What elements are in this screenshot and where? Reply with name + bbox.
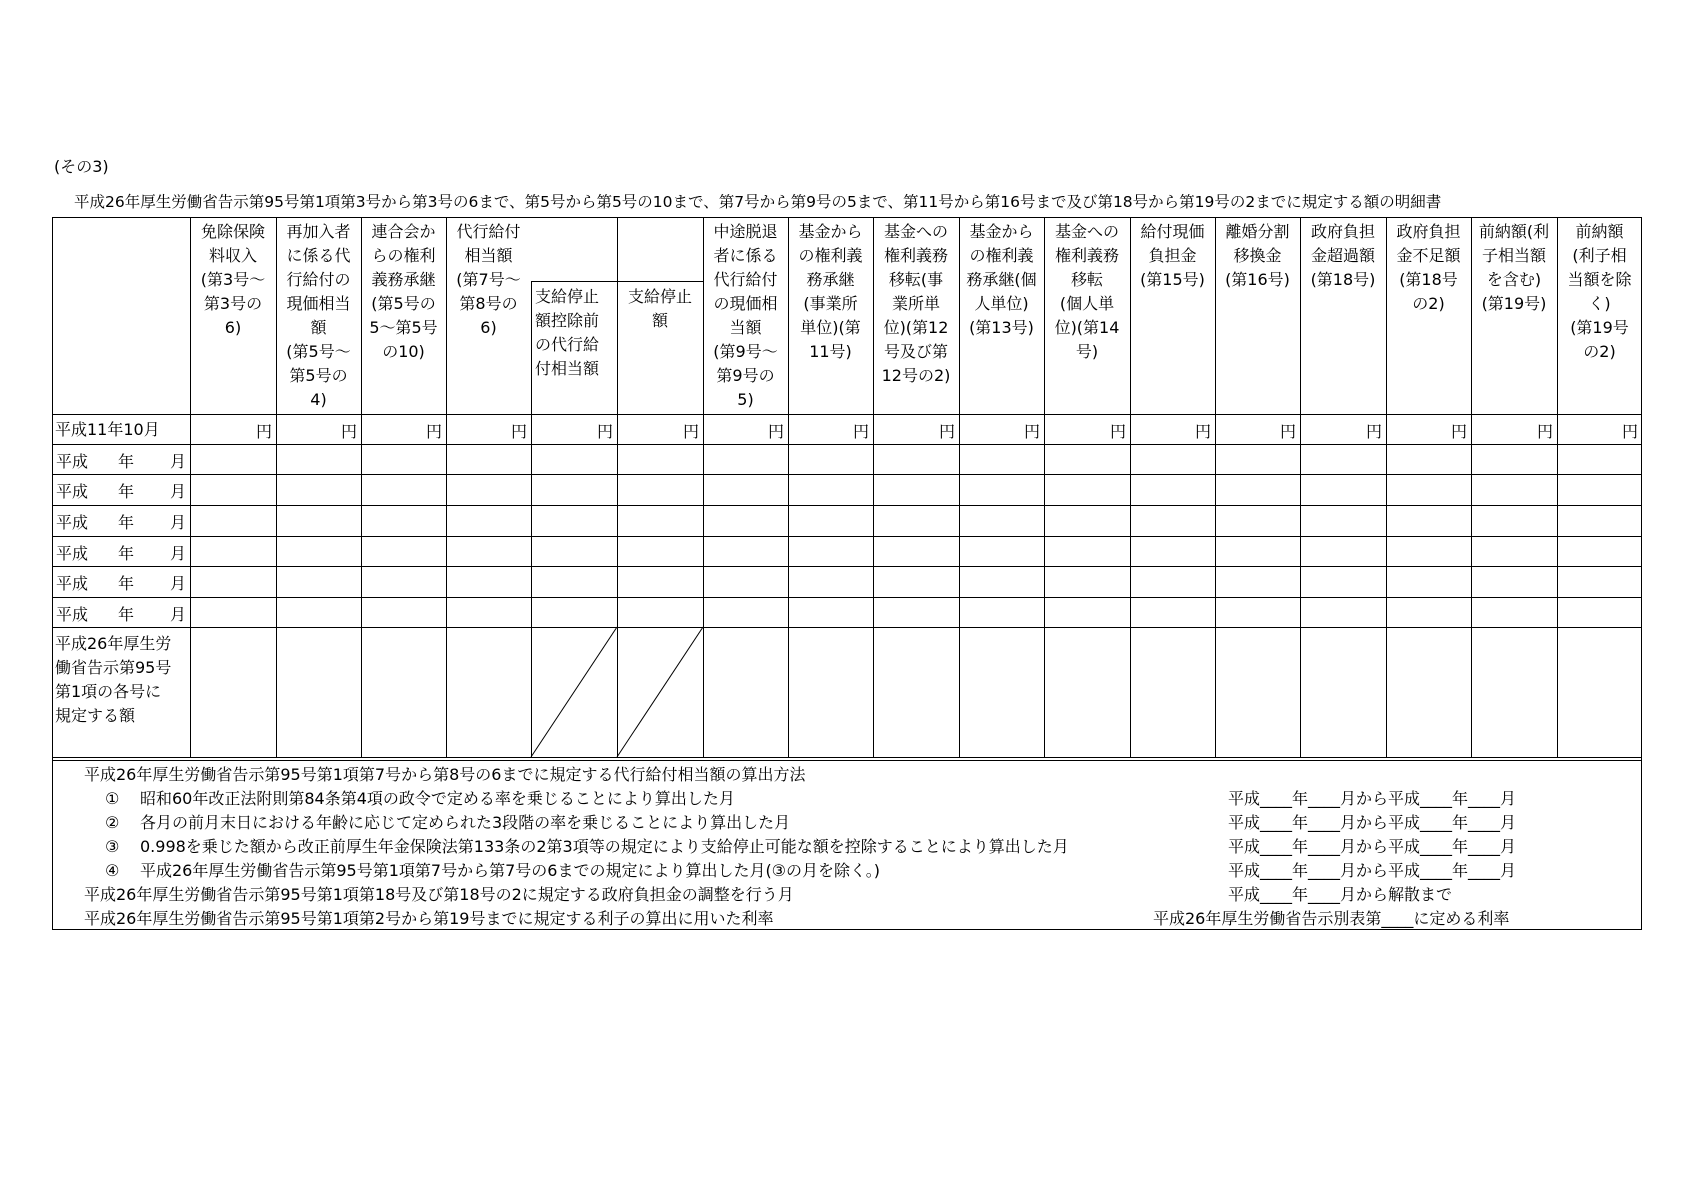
amount-cell[interactable]	[703, 505, 788, 536]
amount-cell[interactable]	[1130, 444, 1215, 474]
total-amount-cell[interactable]	[361, 627, 446, 757]
row-label: 平成11年10月	[55, 420, 160, 439]
method-item-text: 0.998を乗じた額から改正前厚生年金保険法第133条の2第3項等の規定により支給停止可能な額を控除することにより算出した月	[140, 837, 1069, 856]
amount-cell[interactable]	[446, 444, 531, 474]
amount-cell[interactable]	[1044, 566, 1130, 597]
amount-cell[interactable]	[1300, 505, 1386, 536]
yen-unit: 円	[938, 422, 955, 441]
row-month: 月	[170, 605, 187, 624]
amount-cell[interactable]	[1557, 474, 1642, 505]
amount-cell[interactable]	[788, 444, 873, 474]
amount-cell[interactable]	[1386, 444, 1471, 474]
row-year: 年	[118, 482, 135, 501]
subheader-divider	[531, 281, 703, 282]
total-amount-cell[interactable]	[959, 627, 1044, 757]
amount-cell[interactable]	[531, 505, 617, 536]
amount-cell[interactable]	[361, 474, 446, 505]
amount-cell[interactable]	[1557, 505, 1642, 536]
total-amount-cell[interactable]	[1471, 627, 1557, 757]
total-amount-cell[interactable]	[873, 627, 959, 757]
amount-cell[interactable]	[1300, 474, 1386, 505]
amount-cell[interactable]	[788, 414, 873, 444]
amount-cell[interactable]	[617, 474, 703, 505]
method-item-period: 平成____年____月から平成____年____月	[1228, 813, 1517, 832]
amount-cell[interactable]	[959, 474, 1044, 505]
amount-cell[interactable]	[1215, 414, 1300, 444]
amount-cell[interactable]	[873, 566, 959, 597]
method-heading: 平成26年厚生労働省告示第95号第1項第7号から第8号の6までに規定する代行給付相当額の算出方法	[84, 765, 806, 784]
amount-cell[interactable]	[1300, 597, 1386, 627]
amount-cell[interactable]	[1386, 597, 1471, 627]
method-item-period: 平成____年____月から平成____年____月	[1228, 789, 1517, 808]
amount-cell[interactable]	[959, 414, 1044, 444]
amount-cell[interactable]	[617, 566, 703, 597]
column-header: 基金から の権利義 務承継 (事業所 単位)(第 11号)	[798, 222, 863, 361]
amount-cell[interactable]	[703, 536, 788, 566]
amount-cell[interactable]	[361, 597, 446, 627]
amount-cell[interactable]	[190, 536, 276, 566]
amount-cell[interactable]	[276, 474, 361, 505]
total-amount-cell[interactable]	[703, 627, 788, 757]
amount-cell[interactable]	[361, 505, 446, 536]
amount-cell[interactable]	[446, 597, 531, 627]
amount-cell[interactable]	[276, 444, 361, 474]
amount-cell[interactable]	[1215, 444, 1300, 474]
column-header: 給付現価 負担金 (第15号)	[1140, 222, 1205, 289]
amount-cell[interactable]	[531, 444, 617, 474]
column-header: 支給停止 額	[627, 287, 692, 330]
yen-unit: 円	[767, 422, 784, 441]
amount-cell[interactable]	[1471, 444, 1557, 474]
amount-cell[interactable]	[190, 414, 276, 444]
total-amount-cell[interactable]	[190, 627, 276, 757]
yen-unit: 円	[1621, 422, 1638, 441]
yen-unit: 円	[1194, 422, 1211, 441]
method-item-period: 平成____年____月から平成____年____月	[1228, 837, 1517, 856]
amount-cell[interactable]	[361, 536, 446, 566]
total-amount-cell[interactable]	[788, 627, 873, 757]
amount-cell[interactable]	[1215, 505, 1300, 536]
amount-cell[interactable]	[1386, 474, 1471, 505]
total-amount-cell[interactable]	[1386, 627, 1471, 757]
amount-cell[interactable]	[1557, 566, 1642, 597]
yen-unit: 円	[1450, 422, 1467, 441]
amount-cell[interactable]	[1386, 505, 1471, 536]
method-item-mark: ④	[105, 861, 120, 880]
yen-unit: 円	[1279, 422, 1296, 441]
amount-cell[interactable]	[446, 474, 531, 505]
amount-cell[interactable]	[617, 414, 703, 444]
amount-cell[interactable]	[1044, 474, 1130, 505]
column-header: 免除保険 料収入 (第3号〜 第3号の 6)	[200, 222, 266, 337]
row-era: 平成	[56, 574, 89, 593]
yen-unit: 円	[510, 422, 527, 441]
amount-cell[interactable]	[190, 505, 276, 536]
yen-unit: 円	[852, 422, 869, 441]
column-header: 再加入者 に係る代 行給付の 現価相当 額 (第5号〜 第5号の 4)	[286, 222, 351, 409]
amount-cell[interactable]	[190, 597, 276, 627]
amount-cell[interactable]	[703, 444, 788, 474]
amount-cell[interactable]	[1386, 566, 1471, 597]
amount-cell[interactable]	[873, 597, 959, 627]
total-amount-cell[interactable]	[1044, 627, 1130, 757]
amount-cell[interactable]	[873, 505, 959, 536]
method-item-mark: ①	[105, 789, 120, 808]
amount-cell[interactable]	[1300, 414, 1386, 444]
amount-cell[interactable]	[276, 414, 361, 444]
total-row-label: 平成26年厚生労 働省告示第95号 第1項の各号に 規定する額	[55, 634, 172, 725]
column-header: 支給停止 額控除前 の代行給 付相当額	[535, 287, 600, 378]
column-header: 連合会か らの権利 義務承継 (第5号の 5〜第5号 の10)	[369, 222, 438, 361]
method-item-text: 平成26年厚生労働省告示第95号第1項第7号から第7号の6までの規定により算出した月(③の月を除く。)	[140, 861, 880, 880]
amount-cell[interactable]	[873, 444, 959, 474]
amount-cell[interactable]	[703, 566, 788, 597]
amount-cell[interactable]	[1557, 414, 1642, 444]
document-title: 平成26年厚生労働省告示第95号第1項第3号から第3号の6まで、第5号から第5号の10まで、第7号から第9号の5まで、第11号から第16号まで及び第18号から第19号の2までに規定する額の明細書	[74, 193, 1442, 211]
amount-cell[interactable]	[1044, 505, 1130, 536]
footer-divider	[52, 760, 1642, 761]
amount-cell[interactable]	[1130, 597, 1215, 627]
part-label: (その3)	[54, 157, 109, 176]
amount-cell[interactable]	[617, 505, 703, 536]
yen-unit: 円	[1023, 422, 1040, 441]
amount-cell[interactable]	[873, 536, 959, 566]
column-header: 代行給付 相当額 (第7号〜 第8号の 6)	[456, 222, 521, 337]
amount-cell[interactable]	[1557, 444, 1642, 474]
column-header: 政府負担 金超過額 (第18号)	[1310, 222, 1376, 289]
column-header: 離婚分割 移換金 (第16号)	[1225, 222, 1290, 289]
adjust-period: 平成____年____月から解散まで	[1228, 885, 1453, 904]
amount-cell[interactable]	[531, 566, 617, 597]
row-era: 平成	[56, 513, 89, 532]
amount-cell[interactable]	[1471, 536, 1557, 566]
amount-cell[interactable]	[703, 597, 788, 627]
total-amount-cell[interactable]	[1557, 627, 1642, 757]
row-month: 月	[170, 513, 187, 532]
amount-cell[interactable]	[1044, 444, 1130, 474]
amount-cell[interactable]	[1300, 536, 1386, 566]
amount-cell[interactable]	[531, 414, 617, 444]
yen-unit: 円	[1109, 422, 1126, 441]
amount-cell[interactable]	[1300, 566, 1386, 597]
total-amount-cell[interactable]	[1130, 627, 1215, 757]
amount-cell[interactable]	[190, 444, 276, 474]
yen-unit: 円	[255, 422, 272, 441]
method-item-mark: ③	[105, 837, 120, 856]
amount-cell[interactable]	[531, 536, 617, 566]
amount-cell[interactable]	[1215, 597, 1300, 627]
amount-cell[interactable]	[873, 414, 959, 444]
yen-unit: 円	[340, 422, 357, 441]
column-header: 前納額(利 子相当額 を含む) (第19号)	[1478, 222, 1550, 313]
amount-cell[interactable]	[446, 566, 531, 597]
amount-cell[interactable]	[531, 597, 617, 627]
amount-cell[interactable]	[276, 536, 361, 566]
amount-cell[interactable]	[276, 566, 361, 597]
total-amount-cell[interactable]	[446, 627, 531, 757]
total-amount-cell[interactable]	[1300, 627, 1386, 757]
amount-cell[interactable]	[361, 414, 446, 444]
amount-cell[interactable]	[959, 597, 1044, 627]
footer-divider	[52, 757, 1642, 758]
amount-cell[interactable]	[1130, 474, 1215, 505]
method-item-text: 昭和60年改正法附則第84条第4項の政令で定める率を乗じることにより算出した月	[140, 789, 735, 808]
amount-cell[interactable]	[446, 505, 531, 536]
amount-cell[interactable]	[1471, 597, 1557, 627]
amount-cell[interactable]	[788, 597, 873, 627]
column-header: 前納額 (利子相 当額を除 く) (第19号 の2)	[1567, 222, 1632, 361]
amount-cell[interactable]	[1130, 536, 1215, 566]
total-amount-cell[interactable]	[1215, 627, 1300, 757]
yen-unit: 円	[682, 422, 699, 441]
column-header: 基金への 権利義務 移転 (個人単 位)(第14 号)	[1054, 222, 1120, 361]
amount-cell[interactable]	[1130, 414, 1215, 444]
amount-cell[interactable]	[959, 444, 1044, 474]
rate-label: 平成26年厚生労働省告示第95号第1項第2号から第19号までに規定する利子の算出に用いた利率	[84, 909, 774, 928]
amount-cell[interactable]	[361, 444, 446, 474]
amount-cell[interactable]	[276, 505, 361, 536]
amount-cell[interactable]	[873, 474, 959, 505]
row-month: 月	[170, 482, 187, 501]
amount-cell[interactable]	[531, 474, 617, 505]
amount-cell[interactable]	[788, 474, 873, 505]
yen-unit: 円	[596, 422, 613, 441]
amount-cell[interactable]	[1386, 536, 1471, 566]
amount-cell[interactable]	[190, 566, 276, 597]
amount-cell[interactable]	[1215, 536, 1300, 566]
amount-cell[interactable]	[788, 536, 873, 566]
amount-cell[interactable]	[1215, 566, 1300, 597]
row-year: 年	[118, 452, 135, 471]
row-month: 月	[170, 544, 187, 563]
amount-cell[interactable]	[446, 414, 531, 444]
method-item-period: 平成____年____月から平成____年____月	[1228, 861, 1517, 880]
amount-cell[interactable]	[446, 536, 531, 566]
amount-cell[interactable]	[276, 597, 361, 627]
rate-value: 平成26年厚生労働省告示別表第____に定める利率	[1153, 909, 1510, 928]
amount-cell[interactable]	[703, 414, 788, 444]
amount-cell[interactable]	[788, 505, 873, 536]
amount-cell[interactable]	[1471, 414, 1557, 444]
amount-cell[interactable]	[1386, 414, 1471, 444]
amount-cell[interactable]	[361, 566, 446, 597]
amount-cell[interactable]	[1471, 474, 1557, 505]
amount-cell[interactable]	[1557, 597, 1642, 627]
amount-cell[interactable]	[1557, 536, 1642, 566]
row-era: 平成	[56, 482, 89, 501]
column-header: 基金から の権利義 務承継(個 人単位) (第13号)	[966, 222, 1037, 337]
amount-cell[interactable]	[1471, 566, 1557, 597]
amount-cell[interactable]	[1130, 566, 1215, 597]
row-month: 月	[170, 452, 187, 471]
amount-cell[interactable]	[788, 566, 873, 597]
row-month: 月	[170, 574, 187, 593]
total-amount-cell[interactable]	[276, 627, 361, 757]
amount-cell[interactable]	[703, 474, 788, 505]
row-era: 平成	[56, 544, 89, 563]
yen-unit: 円	[1536, 422, 1553, 441]
amount-cell[interactable]	[190, 474, 276, 505]
method-item-text: 各月の前月末日における年齢に応じて定められた3段階の率を乗じることにより算出した月	[140, 813, 791, 832]
amount-cell[interactable]	[1044, 597, 1130, 627]
row-year: 年	[118, 605, 135, 624]
amount-cell[interactable]	[617, 444, 703, 474]
row-year: 年	[118, 513, 135, 532]
amount-cell[interactable]	[959, 566, 1044, 597]
amount-cell[interactable]	[959, 505, 1044, 536]
row-year: 年	[118, 574, 135, 593]
adjust-label: 平成26年厚生労働省告示第95号第1項第18号及び第18号の2に規定する政府負担金の調整を行う月	[84, 885, 794, 904]
amount-cell[interactable]	[1300, 444, 1386, 474]
amount-cell[interactable]	[1215, 474, 1300, 505]
amount-cell[interactable]	[1044, 536, 1130, 566]
amount-cell[interactable]	[1044, 414, 1130, 444]
column-header: 基金への 権利義務 移転(事 業所単 位)(第12 号及び第 12号の2)	[881, 222, 951, 385]
row-year: 年	[118, 544, 135, 563]
column-header: 政府負担 金不足額 (第18号 の2)	[1396, 222, 1461, 313]
yen-unit: 円	[1365, 422, 1382, 441]
row-era: 平成	[56, 605, 89, 624]
column-header: 中途脱退 者に係る 代行給付 の現価相 当額 (第9号〜 第9号の 5)	[713, 222, 778, 409]
amount-cell[interactable]	[1130, 505, 1215, 536]
amount-cell[interactable]	[959, 536, 1044, 566]
amount-cell[interactable]	[617, 597, 703, 627]
row-era: 平成	[56, 452, 89, 471]
amount-cell[interactable]	[1471, 505, 1557, 536]
method-item-mark: ②	[105, 813, 120, 832]
amount-cell[interactable]	[617, 536, 703, 566]
yen-unit: 円	[425, 422, 442, 441]
